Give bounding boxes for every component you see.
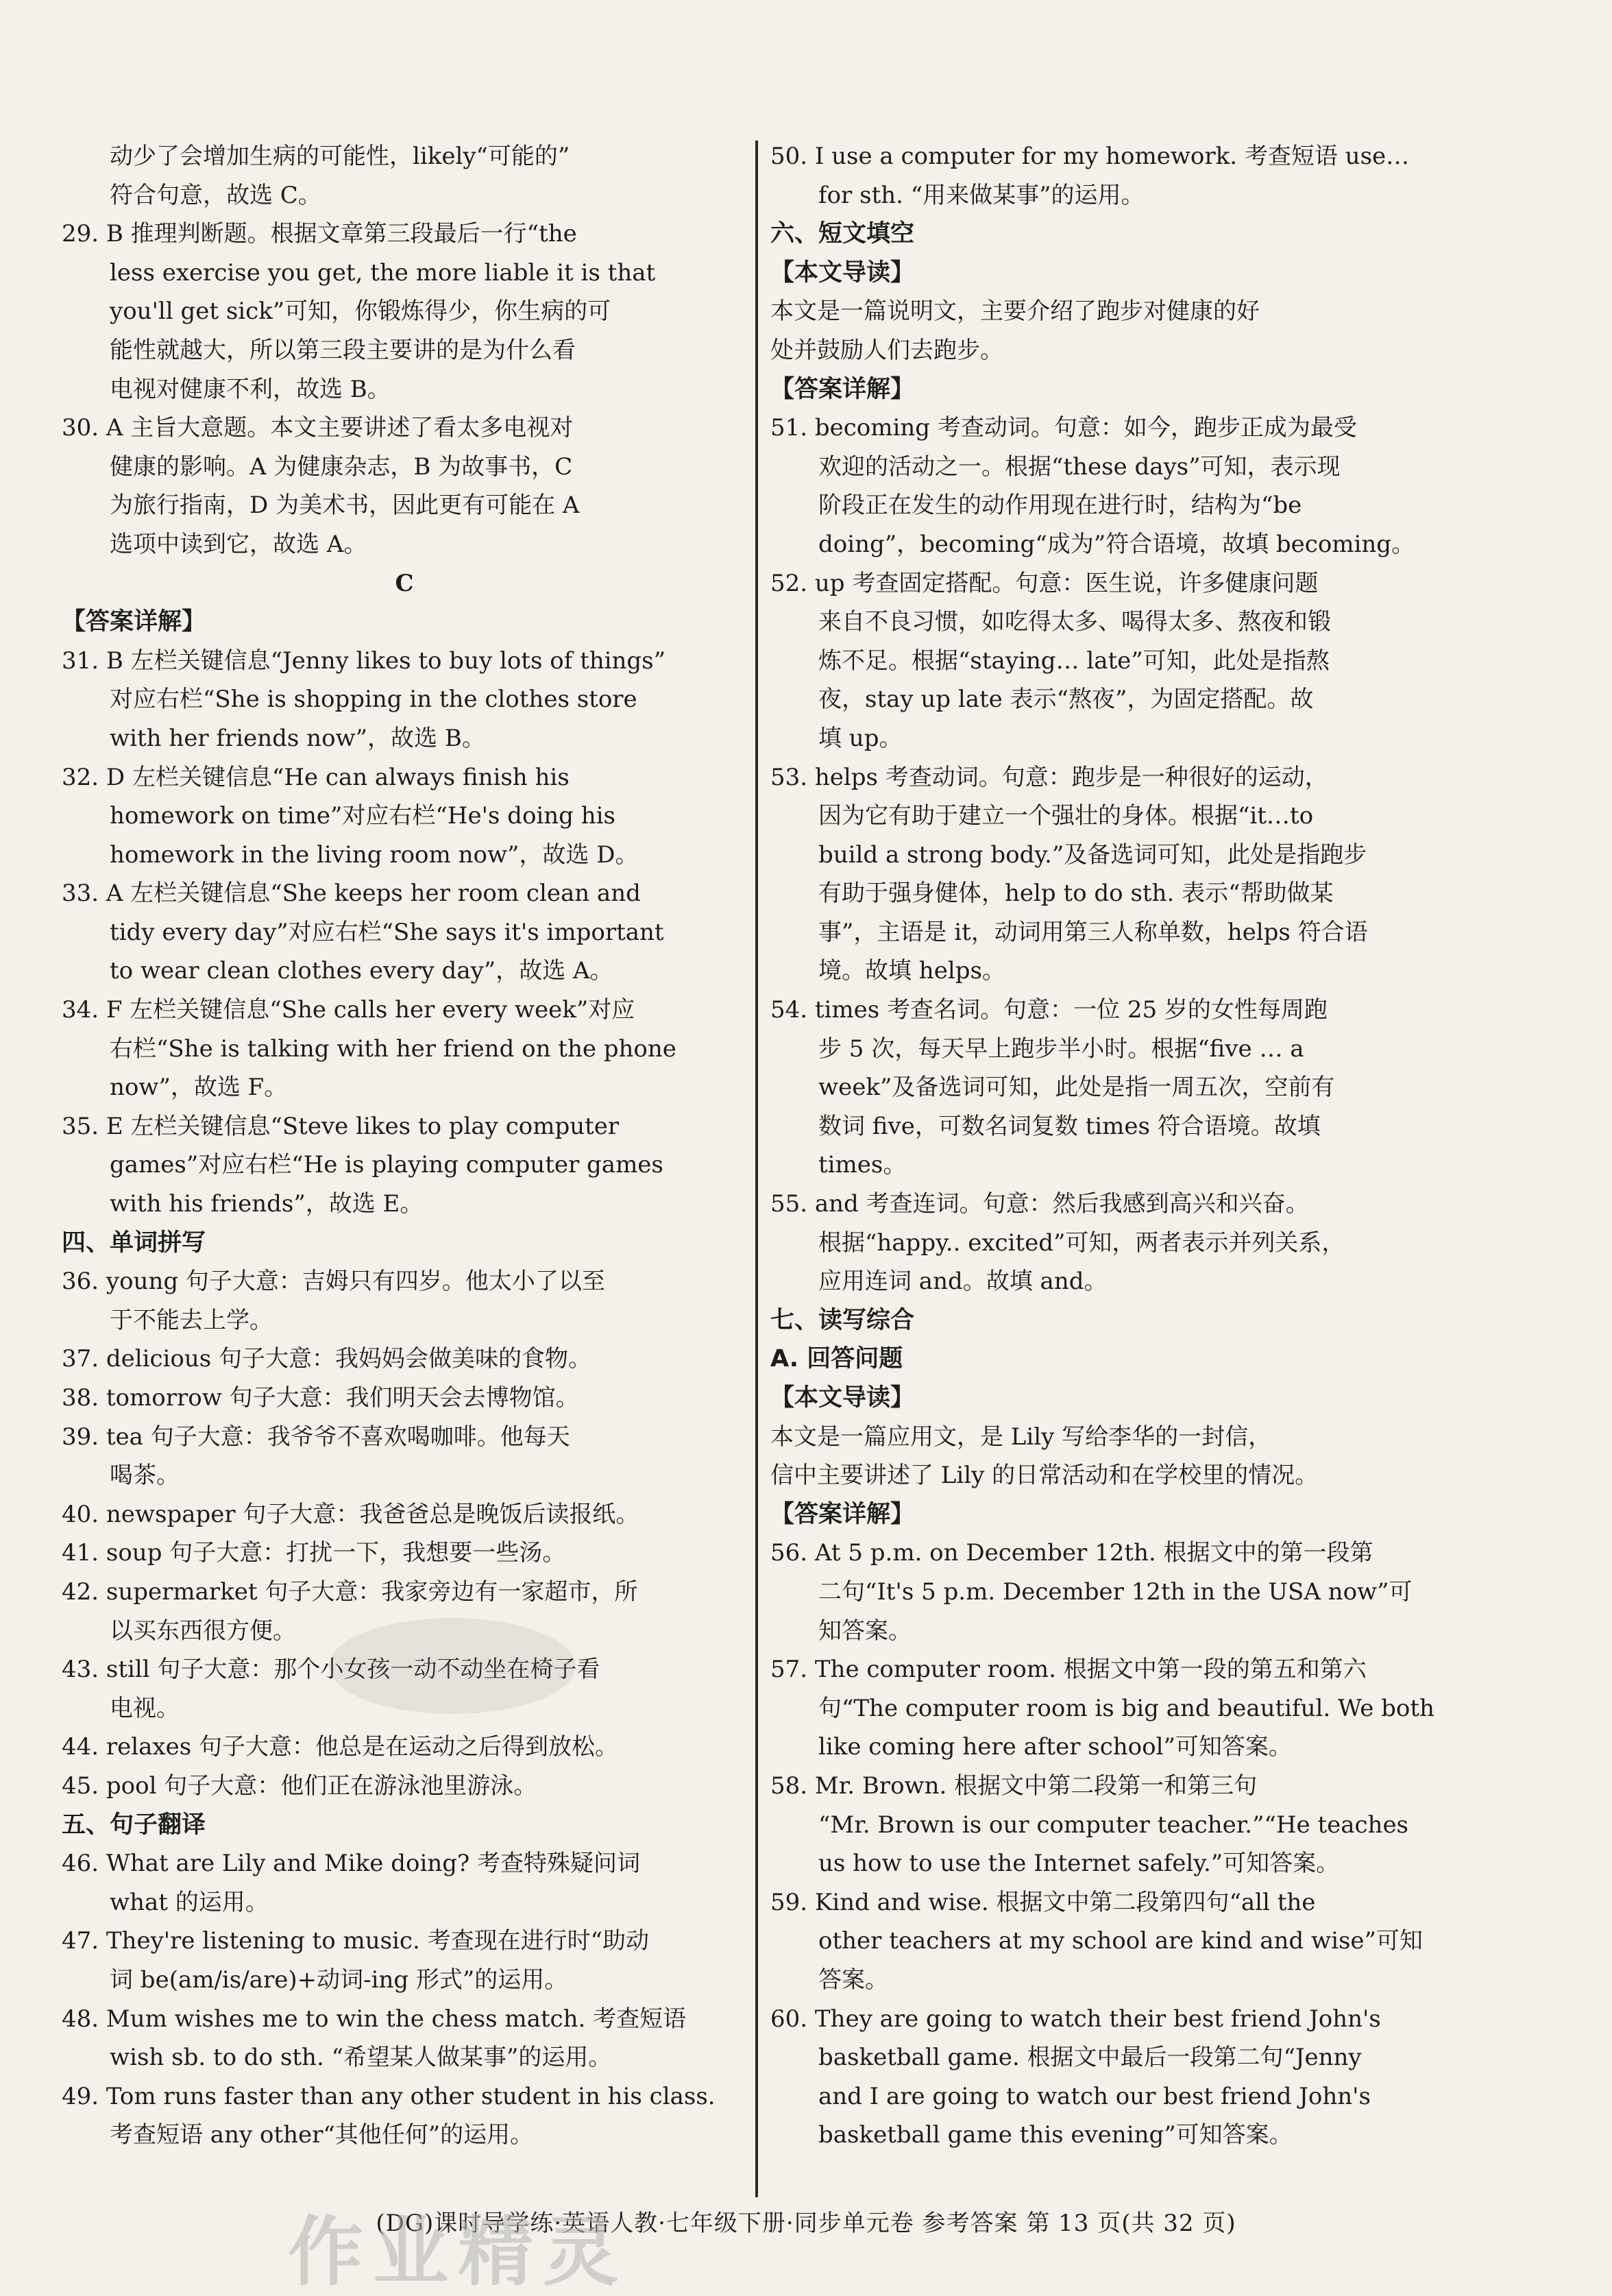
text-line: 来自不良习惯，如吃得太多、喝得太多、熬夜和锻 <box>818 608 1331 636</box>
text-line: 炼不足。根据“staying… late”可知，此处是指熬 <box>818 646 1330 675</box>
text-line: 事”，主语是 it，动词用第三人称单数，helps 符合语 <box>818 918 1368 946</box>
text-line: and I are going to watch our best friend John's <box>818 2082 1371 2110</box>
answer-item-line: 57. The computer room. 根据文中第一段的第五和第六 <box>770 1656 1367 1684</box>
section-heading: 【答案详解】 <box>770 375 915 403</box>
text-line: 本文是一篇说明文，主要介绍了跑步对健康的好 <box>770 298 1260 326</box>
text-line: 考查短语 any other“其他任何”的运用。 <box>110 2121 534 2149</box>
text-line: 处并鼓励人们去跑步。 <box>770 336 1003 364</box>
text-line: doing”，becoming“成为”符合语境，故填 becoming。 <box>818 530 1415 558</box>
answer-item-line: 52. up 考查固定搭配。句意：医生说，许多健康问题 <box>770 569 1319 597</box>
text-line: build a strong body.”及备选词可知，此处是指跑步 <box>818 841 1367 869</box>
column-divider <box>755 141 758 2197</box>
answer-item-line: 43. still 句子大意：那个小女孩一动不动坐在椅子看 <box>62 1656 600 1684</box>
text-line: 选项中读到它，故选 A。 <box>110 530 367 558</box>
text-line: 境。故填 helps。 <box>818 957 1005 985</box>
text-line: 对应右栏“She is shopping in the clothes store <box>110 686 637 714</box>
text-line: 句“The computer room is big and beautiful. We both <box>818 1694 1434 1722</box>
section-heading: 四、单词拼写 <box>62 1229 206 1257</box>
text-line: less exercise you get, the more liable it is that <box>110 258 656 287</box>
answer-item-line: 35. E 左栏关键信息“Steve likes to play computer <box>62 1112 620 1140</box>
text-line: 本文是一篇应用文，是 Lily 写给李华的一封信， <box>770 1423 1272 1451</box>
right-column <box>770 137 1463 2155</box>
answer-item-line: 31. B 左栏关键信息“Jenny likes to buy lots of things” <box>62 646 666 675</box>
answer-item-line: 49. Tom runs faster than any other student in his class. <box>62 2082 716 2110</box>
text-line: times。 <box>818 1151 907 1179</box>
section-heading: 【本文导读】 <box>770 1384 915 1412</box>
text-line: 答案。 <box>818 1966 888 1994</box>
answer-item-line: 54. times 考查名词。句意：一位 25 岁的女性每周跑 <box>770 996 1328 1024</box>
text-line: week”及备选词可知，此处是指一周五次，空前有 <box>818 1074 1335 1102</box>
text-line: 因为它有助于建立一个强壮的身体。根据“it…to <box>818 802 1314 830</box>
text-line: 电视对健康不利，故选 B。 <box>110 375 391 403</box>
text-line: 数词 five，可数名词复数 times 符合语境。故填 <box>818 1112 1321 1140</box>
section-heading: 七、读写综合 <box>770 1306 915 1334</box>
text-line: with her friends now”，故选 B。 <box>110 724 485 752</box>
text-line: what 的运用。 <box>110 1888 269 1916</box>
text-line: 根据“happy.. excited”可知，两者表示并列关系， <box>818 1229 1345 1257</box>
answer-item-line: 51. becoming 考查动词。句意：如今，跑步正成为最受 <box>770 414 1357 442</box>
answer-item-line: 59. Kind and wise. 根据文中第二段第四句“all the <box>770 1888 1316 1916</box>
answer-item-line: 32. D 左栏关键信息“He can always finish his <box>62 763 570 791</box>
answer-item-line: 36. young 句子大意：吉姆只有四岁。他太小了以至 <box>62 1268 605 1296</box>
answer-item-line: 29. B 推理判断题。根据文章第三段最后一行“the <box>62 220 577 248</box>
answer-item-line: 44. relaxes 句子大意：他总是在运动之后得到放松。 <box>62 1733 618 1761</box>
text-line: 夜，stay up late 表示“熬夜”，为固定搭配。故 <box>818 686 1314 714</box>
answer-item-line: 50. I use a computer for my homework. 考查短语 use… <box>770 143 1410 170</box>
answer-item-line: 33. A 左栏关键信息“She keeps her room clean and <box>62 880 641 908</box>
text-line: for sth. “用来做某事”的运用。 <box>818 181 1145 209</box>
text-line: 能性就越大，所以第三段主要讲的是为什么看 <box>110 336 576 364</box>
answer-item-line: 53. helps 考查动词。句意：跑步是一种很好的运动， <box>770 763 1328 791</box>
answer-item-line: 48. Mum wishes me to win the chess match. 考查短语 <box>62 2005 687 2033</box>
answer-item-line: 46. What are Lily and Mike doing? 考查特殊疑问词 <box>62 1850 641 1878</box>
text-line: 欢迎的活动之一。根据“these days”可知，表示现 <box>818 452 1341 481</box>
answer-item-line: 34. F 左栏关键信息“She calls her every week”对应 <box>62 996 635 1024</box>
text-line: C <box>395 569 414 597</box>
answer-item-line: 38. tomorrow 句子大意：我们明天会去博物馆。 <box>62 1384 579 1412</box>
text-line: games”对应右栏“He is playing computer games <box>110 1151 663 1179</box>
section-heading: 六、短文填空 <box>770 220 915 248</box>
text-line: basketball game. 根据文中最后一段第二句“Jenny <box>818 2044 1362 2072</box>
text-line: 于不能去上学。 <box>110 1306 273 1334</box>
text-line: 动少了会增加生病的可能性，likely“可能的” <box>110 143 570 170</box>
text-line: 信中主要讲述了 Lily 的日常活动和在学校里的情况。 <box>770 1462 1319 1490</box>
text-line: 填 up。 <box>818 724 903 752</box>
text-line: you'll get sick”可知，你锻炼得少，你生病的可 <box>110 298 611 326</box>
text-line: homework in the living room now”，故选 D。 <box>110 841 639 869</box>
left-column <box>62 137 747 2155</box>
text-line: tidy every day”对应右栏“She says it's important <box>110 918 664 946</box>
text-line: 应用连词 and。故填 and。 <box>818 1268 1108 1296</box>
text-line: 阶段正在发生的动作用现在进行时，结构为“be <box>818 492 1302 520</box>
text-line: 右栏“She is talking with her friend on the phone <box>110 1035 676 1063</box>
answer-item-line: 55. and 考查连词。句意：然后我感到高兴和兴奋。 <box>770 1190 1309 1218</box>
answer-item-line: 40. newspaper 句子大意：我爸爸总是晚饭后读报纸。 <box>62 1500 639 1528</box>
text-line: 以买东西很方便。 <box>110 1617 296 1645</box>
answer-item-line: 30. A 主旨大意题。本文主要讲述了看太多电视对 <box>62 414 574 442</box>
answer-item-line: 60. They are going to watch their best friend John's <box>770 2005 1381 2033</box>
text-line: 二句“It's 5 p.m. December 12th in the USA now”可 <box>818 1578 1413 1606</box>
text-line: with his friends”，故选 E。 <box>110 1190 424 1218</box>
page-footer: (DG)课时导学练·英语人教·七年级下册·同步单元卷 参考答案 第 13 页(共 32 页) <box>376 2210 1236 2237</box>
text-line: 知答案。 <box>818 1617 912 1645</box>
answer-item-line: 56. At 5 p.m. on December 12th. 根据文中的第一段第 <box>770 1539 1373 1567</box>
answer-item-line: 47. They're listening to music. 考查现在进行时“助动 <box>62 1927 649 1955</box>
text-line: 为旅行指南，D 为美术书，因此更有可能在 A <box>110 492 580 520</box>
text-line: like coming here after school”可知答案。 <box>818 1733 1292 1761</box>
answer-item-line: 37. delicious 句子大意：我妈妈会做美味的食物。 <box>62 1345 592 1373</box>
answer-item-line: 42. supermarket 句子大意：我家旁边有一家超市，所 <box>62 1578 638 1606</box>
watermark-smudge <box>329 1618 576 1714</box>
text-line: now”，故选 F。 <box>110 1074 288 1102</box>
section-heading: 【本文导读】 <box>770 258 915 287</box>
answer-item-line: 58. Mr. Brown. 根据文中第二段第一和第三句 <box>770 1772 1258 1800</box>
answer-item-line: 39. tea 句子大意：我爷爷不喜欢喝咖啡。他每天 <box>62 1423 570 1451</box>
text-line: to wear clean clothes every day”，故选 A。 <box>110 957 613 985</box>
section-heading: 【答案详解】 <box>62 608 206 636</box>
section-heading: A. 回答问题 <box>770 1345 903 1373</box>
text-line: homework on time”对应右栏“He's doing his <box>110 802 615 830</box>
section-heading: 五、句子翻译 <box>62 1811 206 1839</box>
text-line: 步 5 次，每天早上跑步半小时。根据“five … a <box>818 1035 1304 1063</box>
text-line: “Mr. Brown is our computer teacher.”“He teaches <box>818 1811 1409 1839</box>
answer-item-line: 45. pool 句子大意：他们正在游泳池里游泳。 <box>62 1772 537 1800</box>
text-line: 符合句意，故选 C。 <box>110 181 321 209</box>
text-line: us how to use the Internet safely.”可知答案。 <box>818 1850 1340 1878</box>
watermark-logo: 作业精灵 <box>288 2208 628 2296</box>
text-line: 喝茶。 <box>110 1462 180 1490</box>
text-line: wish sb. to do sth. “希望某人做某事”的运用。 <box>110 2044 612 2072</box>
text-line: 词 be(am/is/are)+动词-ing 形式”的运用。 <box>110 1966 568 1994</box>
text-line: other teachers at my school are kind and wise”可知 <box>818 1927 1423 1955</box>
text-line: 电视。 <box>110 1694 180 1722</box>
text-line: basketball game this evening”可知答案。 <box>818 2121 1293 2149</box>
section-heading: 【答案详解】 <box>770 1500 915 1528</box>
answer-item-line: 41. soup 句子大意：打扰一下，我想要一些汤。 <box>62 1539 566 1567</box>
text-line: 有助于强身健体，help to do sth. 表示“帮助做某 <box>818 880 1334 908</box>
text-line: 健康的影响。A 为健康杂志，B 为故事书，C <box>110 452 573 481</box>
